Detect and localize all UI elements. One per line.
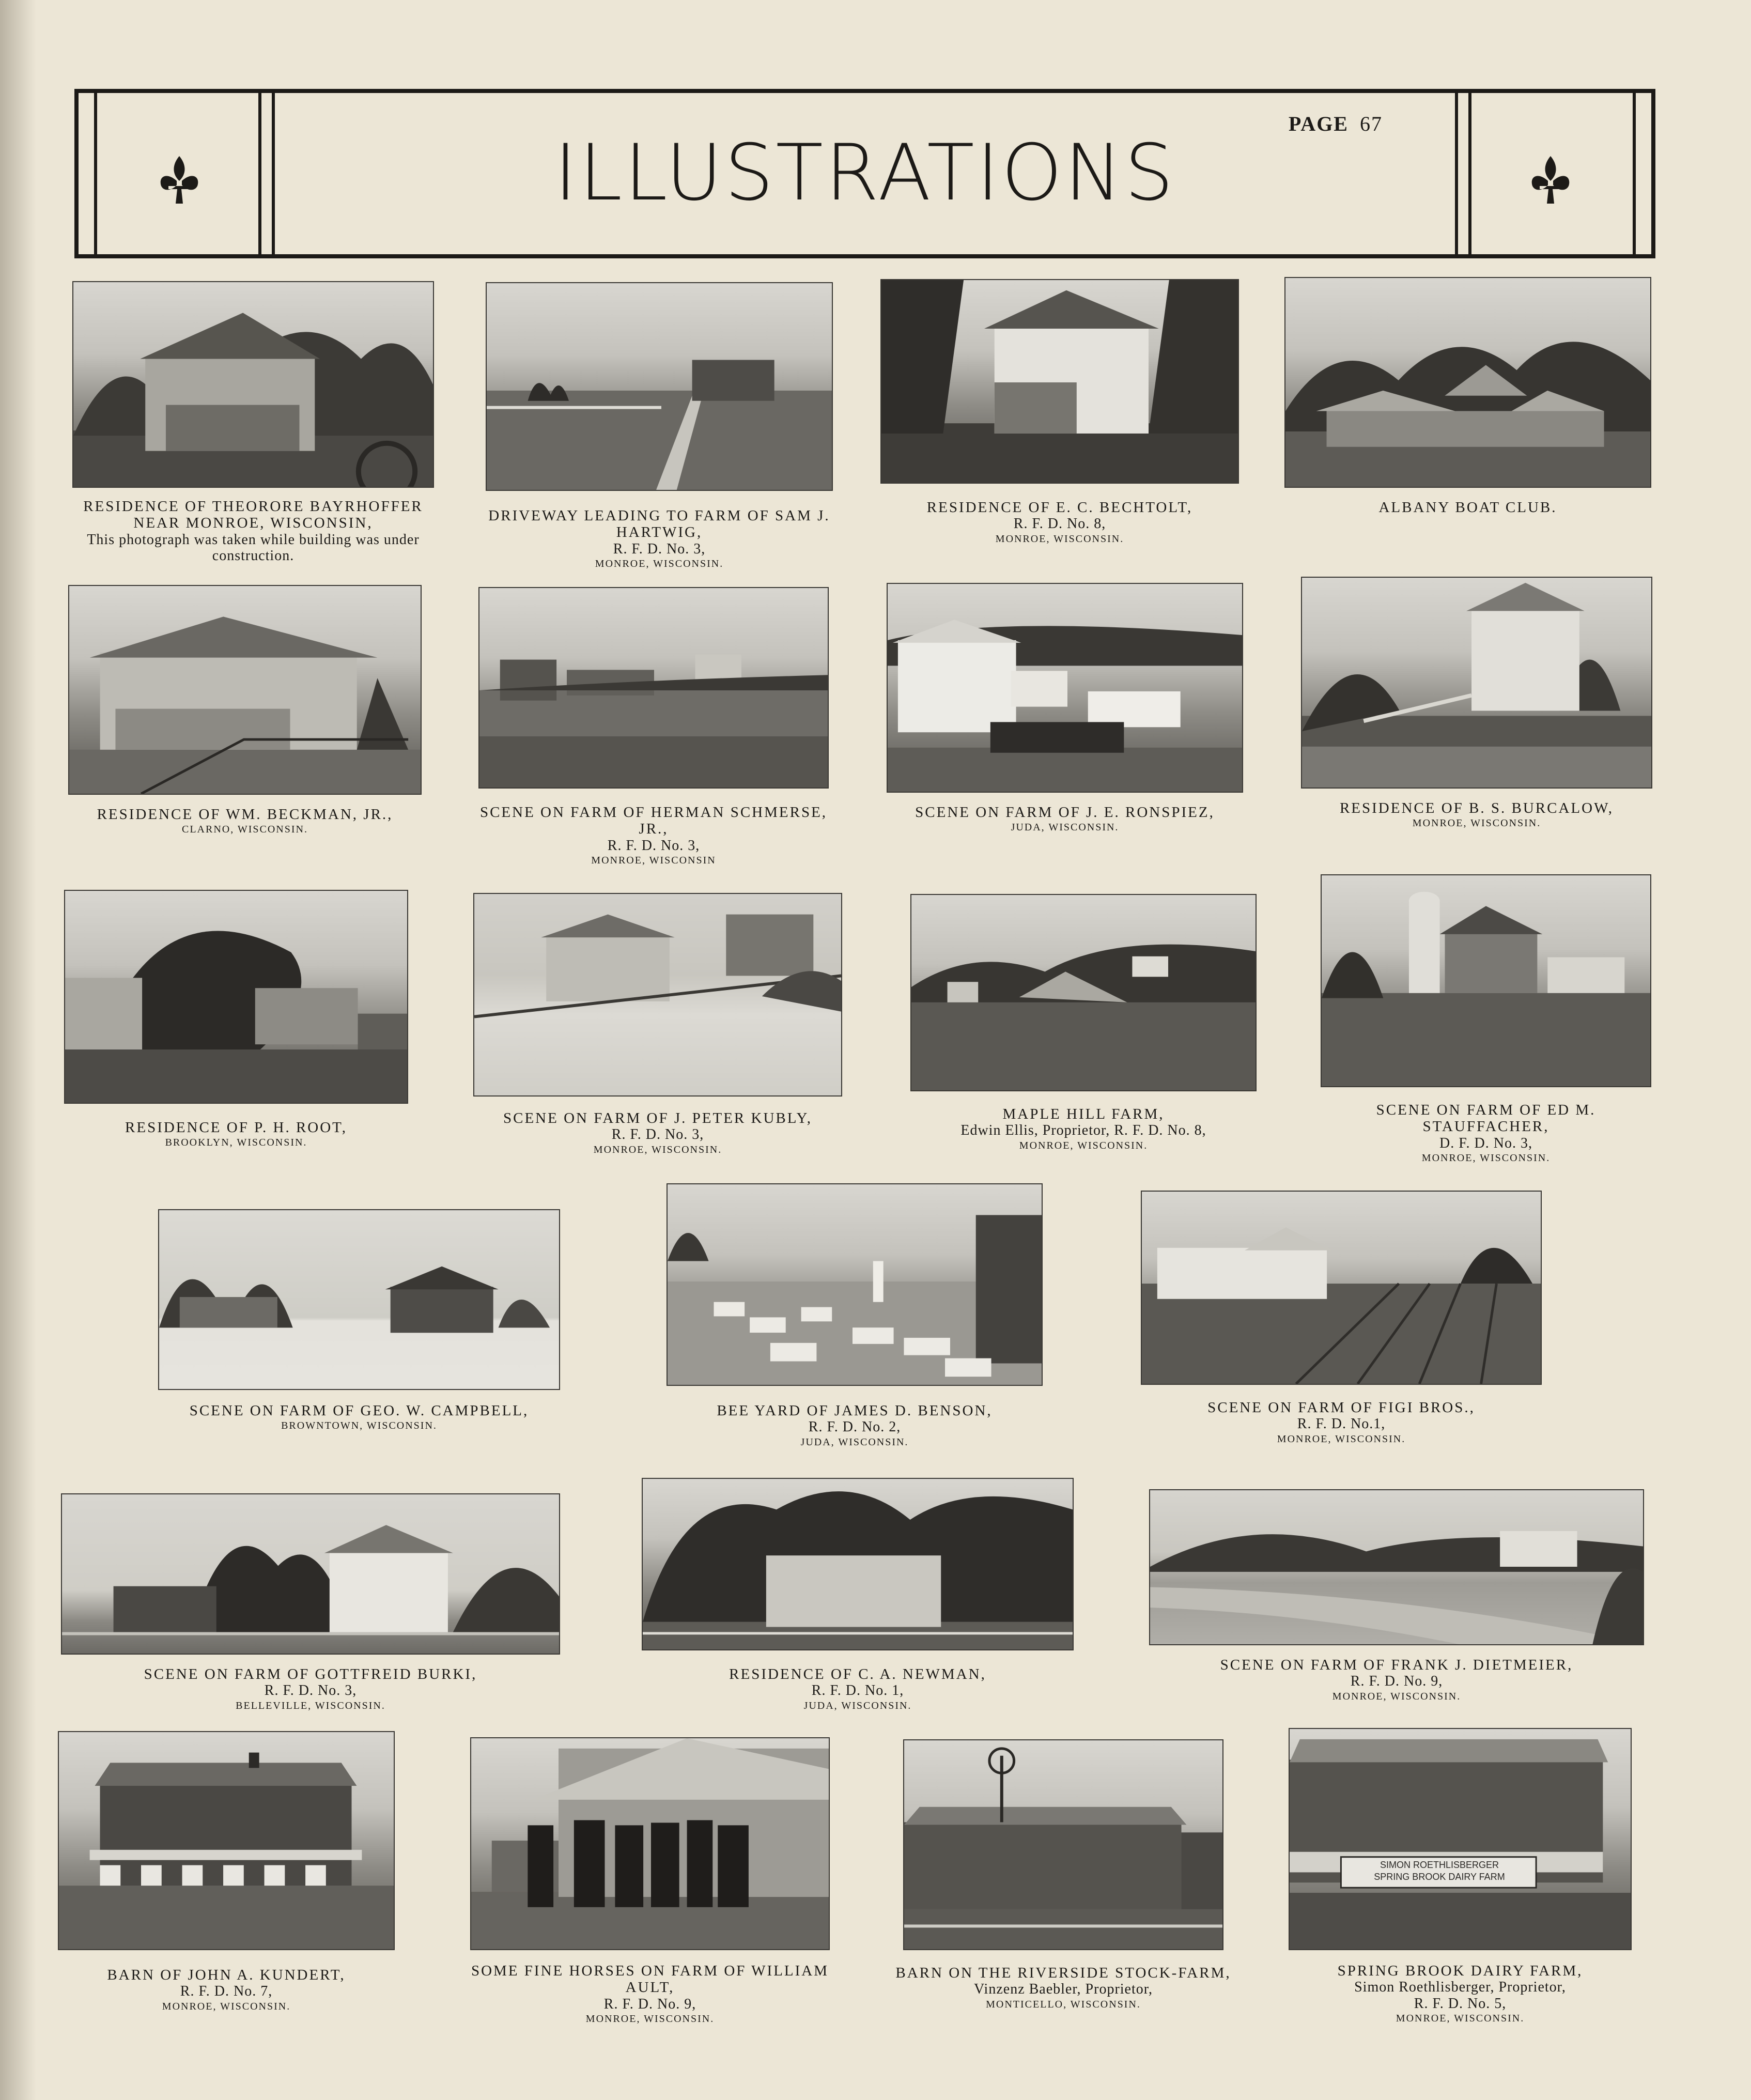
caption-title: SCENE ON FARM OF FRANK J. DIETMEIER, (1220, 1657, 1573, 1673)
illustration-caption (870, 499, 1249, 545)
bee-yard-photo (667, 1183, 1043, 1386)
caption-title: MAPLE HILL FARM, (1002, 1106, 1165, 1122)
farm-scene-photo (158, 1209, 560, 1390)
caption-location: MONROE, WISCONSIN. (1412, 817, 1541, 829)
illustration-tile (887, 583, 1243, 833)
caption-title: SCENE ON FARM OF FIGI BROS., (1207, 1399, 1475, 1416)
caption-location: MONROE, WISCONSIN (591, 855, 716, 867)
illustration-tile (1289, 1728, 1632, 2025)
illustration-caption (468, 804, 839, 867)
boat-club-photo (1284, 277, 1651, 488)
illustration-tile (1149, 1489, 1644, 1702)
caption-location: MONROE, WISCONSIN. (1277, 1433, 1406, 1445)
illustration-tile (1141, 1191, 1542, 1445)
caption-proprietor: Simon Roethlisberger, Proprietor, (1354, 1979, 1566, 1996)
caption-rfd: R. F. D. No.1, (1297, 1416, 1386, 1432)
illustration-tile (158, 1209, 560, 1432)
illustration-caption (148, 1402, 570, 1432)
caption-rfd: R. F. D. No. 9, (603, 1996, 696, 2012)
caption-rfd: R. F. D. No. 5, (1414, 1995, 1507, 2012)
caption-rfd: R. F. D. No. 8, (1013, 516, 1106, 532)
caption-location: JUDA, WISCONSIN. (800, 1436, 909, 1448)
caption-location: NEAR MONROE, WISCONSIN, (133, 515, 373, 532)
caption-location: MONROE, WISCONSIN. (162, 2000, 291, 2012)
caption-location: MONROE, WISCONSIN. (1019, 1139, 1148, 1151)
illustration-caption (1274, 499, 1662, 516)
caption-location: MONROE, WISCONSIN. (995, 533, 1124, 545)
illustration-tile (910, 894, 1257, 1151)
caption-rfd: R. F. D. No. 3, (611, 1126, 704, 1143)
caption-location: MONTICELLO, WISCONSIN. (986, 1998, 1141, 2010)
caption-title: SCENE ON FARM OF ED M. STAUFFACHER, (1376, 1102, 1596, 1135)
illustration-tile (1321, 874, 1651, 1164)
illustration-tile (72, 281, 434, 564)
caption-title: RESIDENCE OF C. A. NEWMAN, (729, 1666, 986, 1682)
caption-location: BROWNTOWN, WISCONSIN. (281, 1420, 437, 1432)
caption-rfd: R. F. D. No. 3, (613, 541, 706, 557)
caption-location: BELLEVILLE, WISCONSIN. (236, 1700, 385, 1711)
farm-scene-photo (1141, 1191, 1542, 1385)
caption-title: SCENE ON FARM OF GOTTFREID BURKI, (144, 1666, 477, 1682)
illustration-tile (895, 1739, 1231, 2010)
caption-rfd: R. F. D. No. 3, (607, 837, 700, 854)
caption-location: JUDA, WISCONSIN. (1011, 822, 1119, 833)
illustration-tile (64, 890, 408, 1149)
illustration-caption (460, 1963, 840, 2025)
caption-title: RESIDENCE OF THEORORE BAYRHOFFER (83, 498, 423, 515)
farm-scene-photo (887, 583, 1243, 793)
caption-location: MONROE, WISCONSIN. (1396, 2013, 1525, 2025)
caption-title: RESIDENCE OF P. H. ROOT, (125, 1119, 347, 1136)
illustration-caption (475, 507, 843, 570)
caption-location: MONROE, WISCONSIN. (1421, 1152, 1551, 1164)
page-title: ILLUSTRATIONS (554, 128, 1176, 218)
illustration-caption (58, 806, 432, 836)
caption-location: BROOKLYN, WISCONSIN. (165, 1137, 307, 1149)
illustration-caption (54, 1119, 419, 1149)
illustration-caption (48, 1967, 405, 2012)
caption-proprietor: Vinzenz Baebler, Proprietor, (974, 1981, 1153, 1998)
caption-rfd: R. F. D. No. 7, (180, 1983, 273, 2000)
caption-title: ALBANY BOAT CLUB. (1378, 499, 1557, 516)
farm-scene-photo (478, 587, 829, 789)
page-number-label (1289, 112, 1383, 136)
caption-title: BARN OF JOHN A. KUNDERT, (107, 1967, 346, 1983)
illustration-caption (1310, 1102, 1662, 1164)
barn-photo (58, 1731, 395, 1950)
caption-location: JUDA, WISCONSIN. (803, 1700, 912, 1711)
horses-photo (470, 1737, 830, 1950)
driveway-photo (486, 282, 833, 491)
illustration-tile (58, 1731, 395, 2012)
farm-scene-photo (473, 893, 842, 1097)
illustration-caption (1278, 1963, 1642, 2025)
illustration-tile (642, 1478, 1074, 1711)
illustration-caption (1130, 1399, 1552, 1445)
caption-title: SOME FINE HORSES ON FARM OF WILLIAM AULT, (471, 1963, 829, 1996)
illustration-tile (1301, 577, 1652, 829)
residence-photo (68, 585, 422, 795)
caption-title: SCENE ON FARM OF HERMAN SCHMERSE, JR., (479, 804, 828, 838)
caption-rfd: R. F. D. No. 2, (808, 1419, 901, 1435)
illustration-caption (1291, 800, 1663, 829)
illustration-tile (68, 585, 422, 836)
caption-title: RESIDENCE OF WM. BECKMAN, JR., (97, 806, 393, 823)
caption-title: SCENE ON FARM OF J. E. RONSPIEZ, (915, 804, 1215, 821)
caption-title: SCENE ON FARM OF J. PETER KUBLY, (503, 1110, 812, 1126)
caption-rfd: D. F. D. No. 3, (1439, 1135, 1532, 1151)
caption-title: BEE YARD OF JAMES D. BENSON, (717, 1402, 993, 1419)
residence-photo (1301, 577, 1652, 789)
illustration-tile (470, 1737, 830, 2025)
illustration-caption (900, 1106, 1267, 1151)
illustration-tile (473, 893, 842, 1155)
farm-sign-line: SIMON ROETHLISBERGER (1380, 1860, 1499, 1870)
caption-rfd: R. F. D. No. 9, (1350, 1673, 1443, 1690)
illustration-caption (631, 1666, 1084, 1711)
illustration-tile (478, 587, 829, 867)
illustration-caption (463, 1110, 853, 1155)
illustration-tile (61, 1493, 560, 1711)
maple-hill-farm-photo (910, 894, 1257, 1091)
illustration-caption (1139, 1657, 1654, 1702)
caption-location: CLARNO, WISCONSIN. (182, 824, 308, 836)
illustration-caption (51, 1666, 570, 1711)
residence-photo (642, 1478, 1074, 1650)
caption-title: RESIDENCE OF B. S. BURCALOW, (1339, 800, 1614, 816)
caption-rfd: R. F. D. No. 3, (264, 1682, 357, 1699)
barn-photo (903, 1739, 1223, 1950)
header-banner (74, 89, 1655, 258)
illustration-caption (656, 1402, 1053, 1448)
dairy-farm-photo (1289, 1728, 1632, 1950)
caption-proprietor: Edwin Ellis, Proprietor, R. F. D. No. 8, (960, 1122, 1206, 1139)
farm-scene-photo (1321, 874, 1651, 1087)
page-gutter-shadow (0, 0, 36, 2100)
illustration-tile (667, 1183, 1043, 1448)
illustration-tile (880, 279, 1239, 545)
page-number: 67 (1360, 112, 1383, 135)
farm-sign-line: SPRING BROOK DAIRY FARM (1374, 1872, 1505, 1882)
farm-scene-photo (61, 1493, 560, 1655)
caption-title: BARN ON THE RIVERSIDE STOCK-FARM, (895, 1965, 1231, 1981)
caption-location: MONROE, WISCONSIN. (595, 558, 724, 570)
illustration-tile (1284, 277, 1651, 516)
residence-photo (72, 281, 434, 488)
page-label-text: PAGE (1288, 112, 1349, 135)
caption-title: RESIDENCE OF E. C. BECHTOLT, (926, 499, 1193, 516)
residence-photo (880, 279, 1239, 484)
caption-title: SPRING BROOK DAIRY FARM, (1337, 1963, 1583, 1979)
illustration-tile (486, 282, 833, 570)
farm-sign (1343, 1859, 1536, 1883)
caption-note: This photograph was taken while building was under construction. (87, 531, 420, 564)
farm-road-photo (1149, 1489, 1644, 1645)
illustration-caption (893, 1965, 1234, 2010)
illustration-caption (62, 498, 444, 564)
caption-location: MONROE, WISCONSIN. (593, 1144, 722, 1155)
caption-title: DRIVEWAY LEADING TO FARM OF SAM J. HARTWIG, (488, 507, 830, 541)
caption-location: MONROE, WISCONSIN. (1332, 1690, 1461, 1702)
caption-rfd: R. F. D. No. 1, (811, 1682, 904, 1699)
residence-photo (64, 890, 408, 1104)
caption-title: SCENE ON FARM OF GEO. W. CAMPBELL, (189, 1402, 529, 1419)
illustration-caption (876, 804, 1253, 833)
caption-location: MONROE, WISCONSIN. (585, 2013, 715, 2025)
